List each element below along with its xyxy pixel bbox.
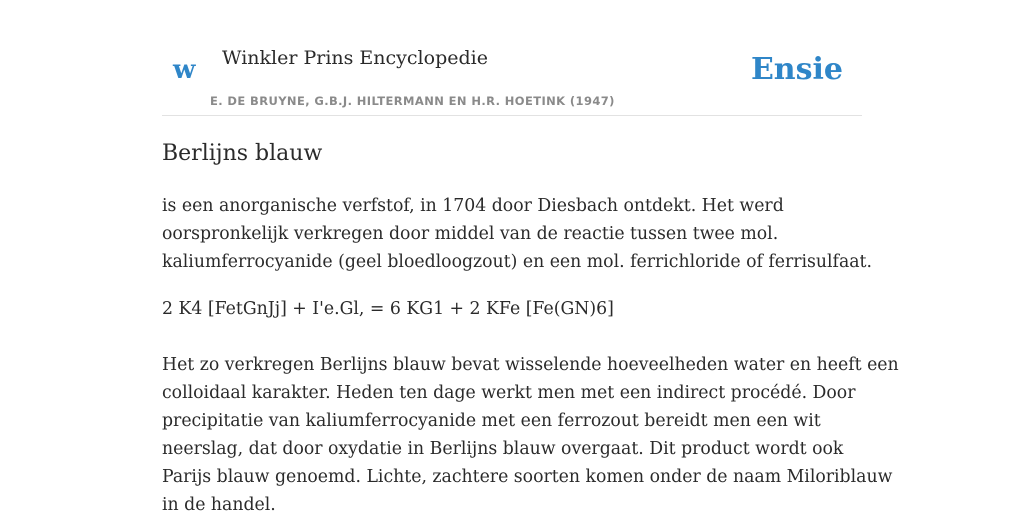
paragraph-line: precipitatie van kaliumferrocyanide met een ferrozout bereidt men een wit: [162, 411, 821, 431]
publication-title[interactable]: Winkler Prins Encyclopedie: [222, 47, 488, 69]
entry-paragraph: [162, 351, 899, 512]
formula-line: 2 K4 [FetGnJj] + I'e.Gl, = 6 KG1 + 2 KFe [Fe(GN)6]: [162, 299, 614, 319]
paragraph-line: neerslag, dat door oxydatie in Berlijns blauw overgaat. Dit product wordt ook: [162, 439, 844, 459]
paragraph-line: oorspronkelijk verkregen door middel van de reactie tussen twee mol.: [162, 224, 779, 244]
paragraph-line: kaliumferrocyanide (geel bloedloogzout) en een mol. ferrichloride of ferrisulfaat.: [162, 252, 872, 272]
paragraph-line: Parijs blauw genoemd. Lichte, zachtere soorten komen onder de naam Miloriblauw: [162, 467, 893, 487]
entry-title: Berlijns blauw: [162, 141, 323, 166]
publication-authors: E. DE BRUYNE, G.B.J. HILTERMANN EN H.R. HOETINK (1947): [210, 94, 615, 108]
winkler-prins-logo[interactable]: w: [173, 55, 196, 85]
paragraph-line: in de handel.: [162, 495, 276, 512]
chemical-formula: [162, 295, 866, 323]
paragraph-line: is een anorganische verfstof, in 1704 door Diesbach ontdekt. Het werd: [162, 196, 784, 216]
paragraph-line: colloidaal karakter. Heden ten dage werkt men met een indirect procédé. Door: [162, 383, 856, 403]
entry-paragraph: [162, 192, 872, 276]
header-divider: [162, 115, 862, 116]
ensie-brand-logo[interactable]: Ensie: [750, 52, 843, 87]
paragraph-line: Het zo verkregen Berlijns blauw bevat wisselende hoeveelheden water en heeft een: [162, 355, 899, 375]
